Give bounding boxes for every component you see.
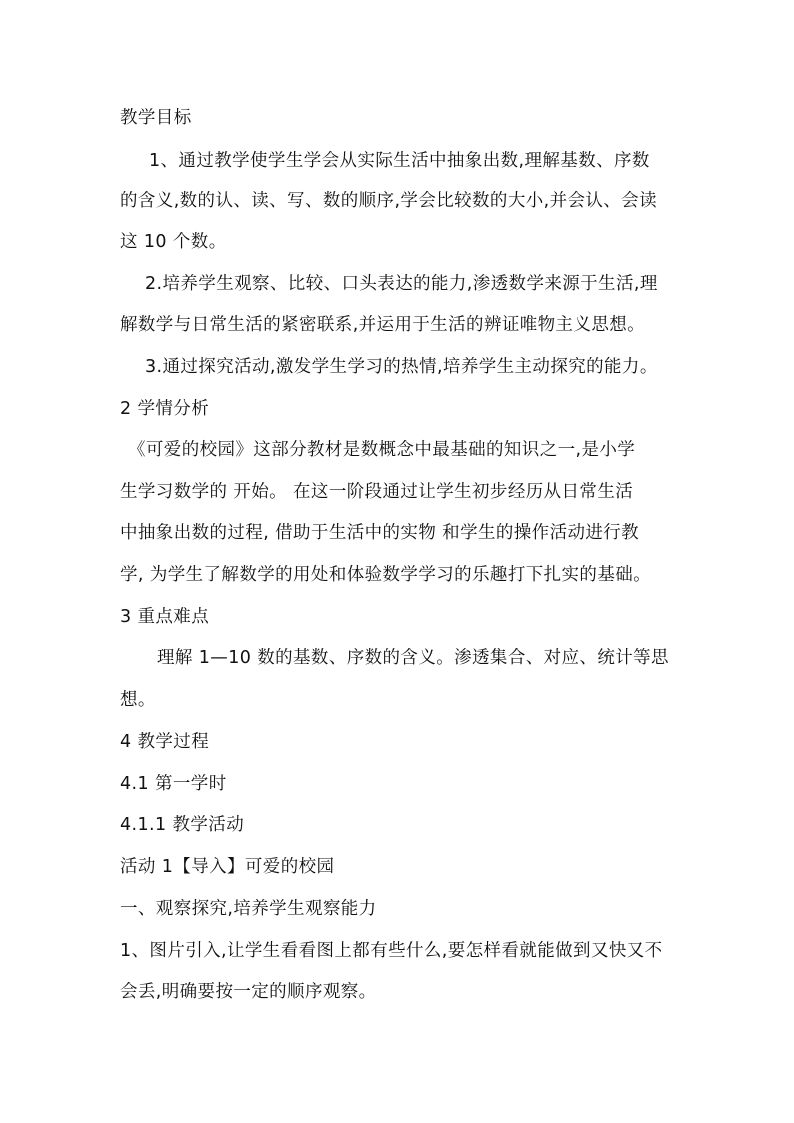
section-process-title: 4 教学过程 (120, 732, 210, 752)
subsection-4-1-1: 4.1.1 教学活动 (120, 815, 245, 835)
section-analysis-title: 2 学情分析 (120, 399, 210, 419)
goal-1-line-2: 的含义,数的认、读、写、数的顺序,学会比较数的大小,并会认、会读 (120, 191, 657, 211)
key-points-line-1: 理解 1—10 数的基数、序数的含义。渗透集合、对应、统计等思 (157, 648, 669, 668)
section-goals-title: 教学目标 (120, 108, 192, 128)
observe-1-line-2: 会丢,明确要按一定的顺序观察。 (120, 982, 377, 1002)
goal-1-line-3: 这 10 个数。 (120, 232, 227, 252)
activity-1-title: 活动 1【导入】可爱的校园 (120, 857, 335, 877)
observe-1-line-1: 1、图片引入,让学生看看图上都有些什么,要怎样看就能做到又快又不 (120, 941, 663, 961)
analysis-line-4: 学, 为学生了解数学的用处和体验数学学习的乐趣打下扎实的基础。 (120, 565, 652, 585)
goal-2-line-2: 解数学与日常生活的紧密联系,并运用于生活的辨证唯物主义思想。 (120, 315, 646, 335)
analysis-line-1: 《可爱的校园》这部分教材是数概念中最基础的知识之一,是小学 (128, 440, 636, 460)
analysis-line-2: 生学习数学的 开始。 在这一阶段通过让学生初步经历从日常生活 (120, 482, 634, 502)
subsection-4-1: 4.1 第一学时 (120, 774, 227, 794)
goal-1-line-1: 1、通过教学使学生学会从实际生活中抽象出数,理解基数、序数 (149, 151, 650, 171)
goal-2-line-1: 2.培养学生观察、比较、口头表达的能力,渗透数学来源于生活,理 (145, 274, 658, 294)
analysis-line-3: 中抽象出数的过程, 借助于生活中的实物 和学生的操作活动进行教 (120, 523, 640, 543)
observe-title: 一、观察探究,培养学生观察能力 (120, 899, 377, 919)
goal-3-line: 3.通过探究活动,激发学生学习的热情,培养学生主动探究的能力。 (145, 357, 658, 377)
section-key-title: 3 重点难点 (120, 607, 210, 627)
key-points-line-2: 想。 (120, 690, 156, 710)
